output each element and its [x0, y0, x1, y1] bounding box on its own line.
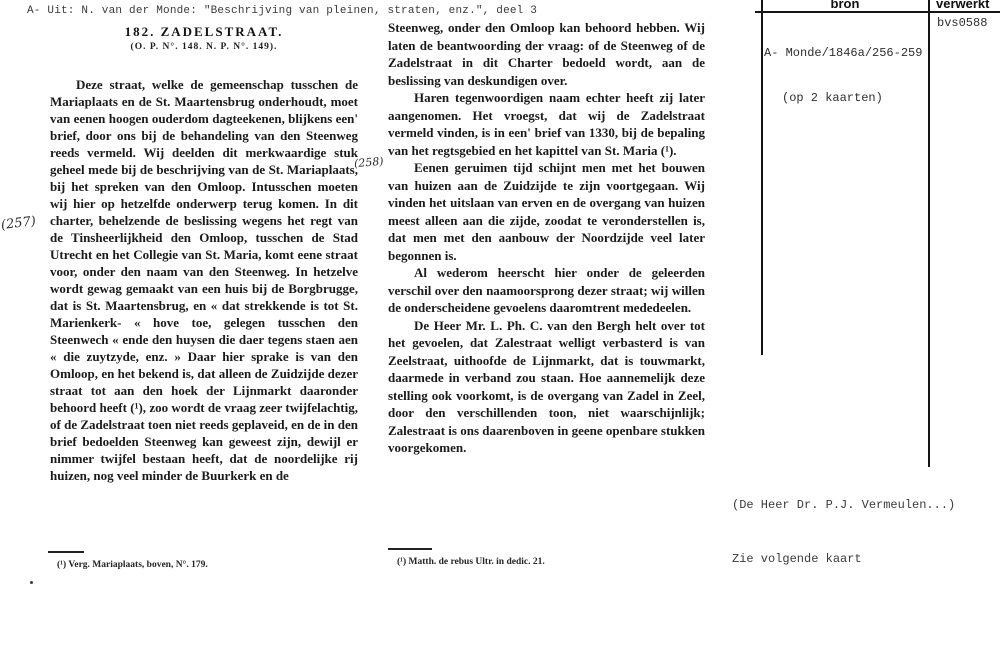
article-subtitle: (O. P. N°. 148. N. P. N°. 149).	[130, 42, 278, 52]
card-table-left-border	[761, 0, 763, 355]
paragraph: Eenen geruimen tijd schijnt men met het bouwen van huizen aan de Zuidzijde te zijn voortgegaan. Wij vinden het uitslaan van erven en de overgang van huizen meest alleen aan die zijde, zoodat te veronderstellen is, dat men met den aanbouw der Noordzijde veel later begonnen is.	[388, 160, 705, 263]
bottom-note	[732, 460, 955, 586]
column-header-verwerkt: verwerkt	[936, 0, 990, 11]
bron-cell	[764, 16, 922, 121]
paragraph: Haren tegenwoordigen naam echter heeft zij later aangenomen. Het vroegst, dat wij de Zadelstraat vermeld vinden, is in een' brief van 1330, bij de bepaling van het regtsgebied en het kapittel van St. Maria (¹).	[388, 90, 705, 158]
print-mark-dot	[30, 581, 33, 584]
bron-value-line2: (op 2 kaarten)	[782, 91, 883, 105]
bottom-note-line1: (De Heer Dr. P.J. Vermeulen...)	[732, 498, 956, 512]
handwritten-page-note-258: (258)	[353, 154, 385, 171]
column-header-bron: bron	[830, 0, 860, 11]
paragraph: Deze straat, welke de gemeenschap tusschen de Mariaplaats en de St. Maartensbrug onderhoudt, moet van eenen hoogen ouderdom dagteekenen, blijkens een' brief, door ons bij de behandeling van den Steenweg reeds vermeld. Wij deelden dit merkwaardige stuk geheel mede bij de beschrijving van de St. Mariaplaats, bij het spreken van den Omloop. Intusschen moeten wij hier op hetzelfde onderwerp terug komen. In dit charter, behelzende de beslissing wegens het regt van de Tinsheerlijkheid den Omloop, tusschen de Stad Utrecht en het Collegie van St. Maria, komt eene straat voor, onder den naam van den Steenweg. In hetzelve wordt gewag gemaakt van een huis bij de Borgbrugge, dat is St. Maartensbrug, en « dat strekkende is tot St. Marienkerk- « hove toe, gelegen tusschen den Steenwech « ende den huysen die daer tegens staen aen « die zuytzyde, enz. » Daar hier sprake is van den Omloop, en het bekend is, dat alleen de Zuidzijde dezer straat tot aan den hoek der Lijnmarkt daaronder behoord heeft (¹), zoo wordt de vraag zeer twijfelachtig, of de Zadelstraat toen niet reeds geplaveid, en de in den brief bedoelden Steenweg kan geweest zijn, dewijl er nimmer twijfel bestaan heeft, dat de noordelijke rij huizen, nog veel minder de Buurkerk en de	[50, 77, 358, 483]
paragraph: De Heer Mr. L. Ph. C. van den Bergh helt over tot het gevoelen, dat Zalestraat welligt verbasterd is van Zeelstraat, uithoofde de Lijnmarkt, dat is touwmarkt, daarmede in verband zou staan. Hoe aannemelijk deze stelling ook voorkomt, is de overgang van Zadel in Zeel, door den verschillenden toon, niet waarschijnlijk; Zalestraat is ons daarenboven in geene openbare stukken voorgekomen.	[388, 317, 705, 455]
bottom-note-line2: Zie volgende kaart	[732, 552, 862, 566]
paragraph: Steenweg, onder den Omloop kan behoord hebben. Wij laten de beantwoording der vraag: of de Steenweg of de Zadelstraat in dit Charter bedoeld wordt, aan de beslissing van deskundigen over.	[388, 20, 705, 88]
verwerkt-cell: bvs0588	[937, 16, 988, 30]
paragraph: Al wederom heerscht hier onder de geleerden verschil over den naamoorsprong dezer straat; wij willen de onderscheidene gevoelens daaromtrent mededeelen.	[388, 265, 705, 315]
right-footnote: (¹) Matth. de rebus Ultr. in dedic. 21.	[397, 557, 545, 567]
left-footnote: (¹) Verg. Mariaplaats, boven, N°. 179.	[57, 560, 208, 570]
article-title: 182. ZADELSTRAAT.	[124, 24, 284, 39]
source-annotation-line: A- Uit: N. van der Monde: "Beschrijving van pleinen, straten, enz.", deel 3	[27, 5, 538, 17]
card-table-column-divider	[928, 0, 930, 467]
footnote-rule-left	[48, 551, 84, 553]
book-right-column	[388, 19, 705, 457]
book-left-column	[50, 76, 358, 484]
handwritten-page-note-257: (257)	[0, 213, 37, 234]
card-table-header-rule	[755, 11, 1000, 13]
bron-value-line1: A- Monde/1846a/256-259	[764, 46, 923, 60]
footnote-rule-right	[388, 548, 432, 550]
